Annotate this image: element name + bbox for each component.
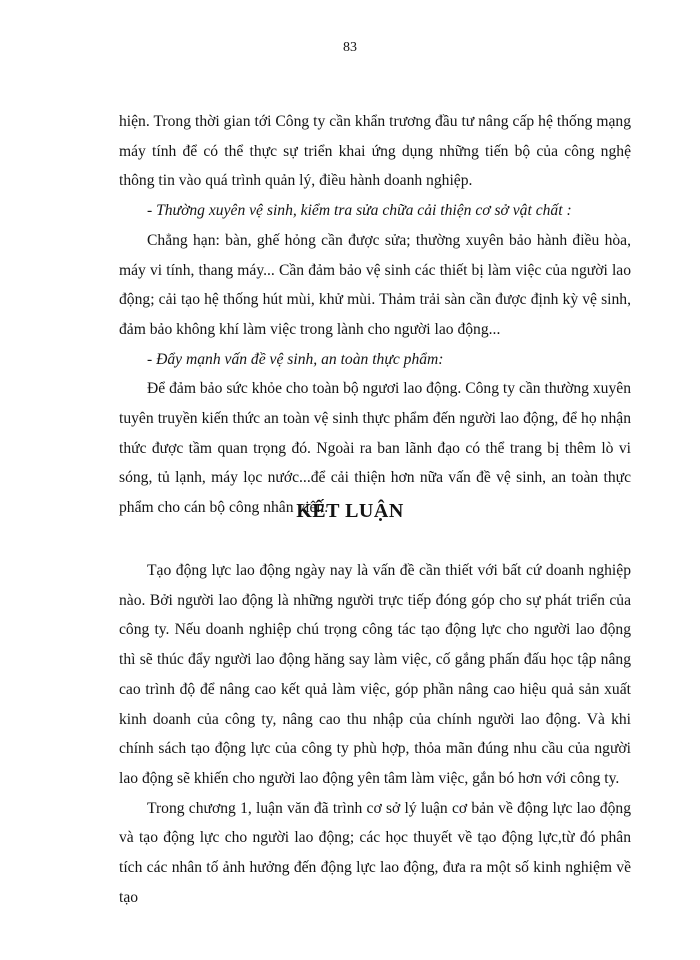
- subheading-facility-maintenance: - Thường xuyên vệ sinh, kiểm tra sửa chữa cải thiện cơ sở vật chất :: [147, 202, 572, 220]
- subheading-food-safety: - Đẩy mạnh vấn đề vệ sinh, an toàn thực phẩm:: [147, 350, 444, 368]
- conclusion-title: KẾT LUẬN: [296, 500, 404, 522]
- conclusion-text: [119, 556, 631, 912]
- page-number: 83: [343, 40, 357, 55]
- paragraph-food-safety: Để đảm bảo sức khỏe cho toàn bộ ngươi lao động. Công ty cần thường xuyên tuyên truyền kiến thức an toàn vệ sinh thực phẩm đến người lao động, để họ nhận thức được tầm quan trọng đó. Ngoài ra ban lãnh đạo có thể trang bị thêm lò vi sóng, tủ lạnh, máy lọc nước...để cải thiện hơn nữa vấn đề vệ sinh, an toàn thực phẩm cho cán bộ công nhân viên.: [119, 380, 631, 517]
- paragraph-facility-maintenance: Chẳng hạn: bàn, ghế hỏng cần được sửa; thường xuyên bảo hành điều hòa, máy vi tính, thang máy... Cần đảm bảo vệ sinh các thiết bị làm việc của người lao động; cải tạo hệ thống hút mùi, khử mùi. Thảm trải sàn cần được định kỳ vệ sinh, đảm bảo không khí làm việc trong lành cho người lao động...: [119, 231, 631, 338]
- paragraph-continuation: hiện. Trong thời gian tới Công ty cần khẩn trương đầu tư nâng cấp hệ thống mạng máy tính để có thể thực sự triển khai ứng dụng những tiến bộ của công nghệ thông tin vào quá trình quản lý, điều hành doanh nghiệp.: [119, 113, 631, 190]
- conclusion-paragraph-2: Trong chương 1, luận văn đã trình cơ sở lý luận cơ bản về động lực lao động và tạo động lực cho người lao động; các học thuyết về tạo động lực,từ đó phân tích các nhân tố ảnh hưởng đến động lực lao động, đưa ra một số kinh nghiệm về tạo: [119, 799, 631, 906]
- section-one-text: [119, 107, 631, 523]
- conclusion-paragraph-1: Tạo động lực lao động ngày nay là vấn đề cần thiết với bất cứ doanh nghiệp nào. Bởi người lao động là những người trực tiếp đóng góp cho sự phát triển của công ty. Nếu doanh nghiệp chú trọng công tác tạo động lực cho người lao động thì sẽ thúc đẩy người lao động hăng say làm việc, cố gắng phấn đấu học tập nâng cao trình độ để nâng cao kết quả làm việc, góp phần nâng cao hiệu quả sản xuất kinh doanh của công ty, nâng cao thu nhập của chính người lao động. Và khi chính sách tạo động lực của công ty phù hợp, thỏa mãn đúng nhu cầu của người lao động sẽ khiến cho người lao động yên tâm làm việc, gắn bó hơn với công ty.: [119, 562, 631, 787]
